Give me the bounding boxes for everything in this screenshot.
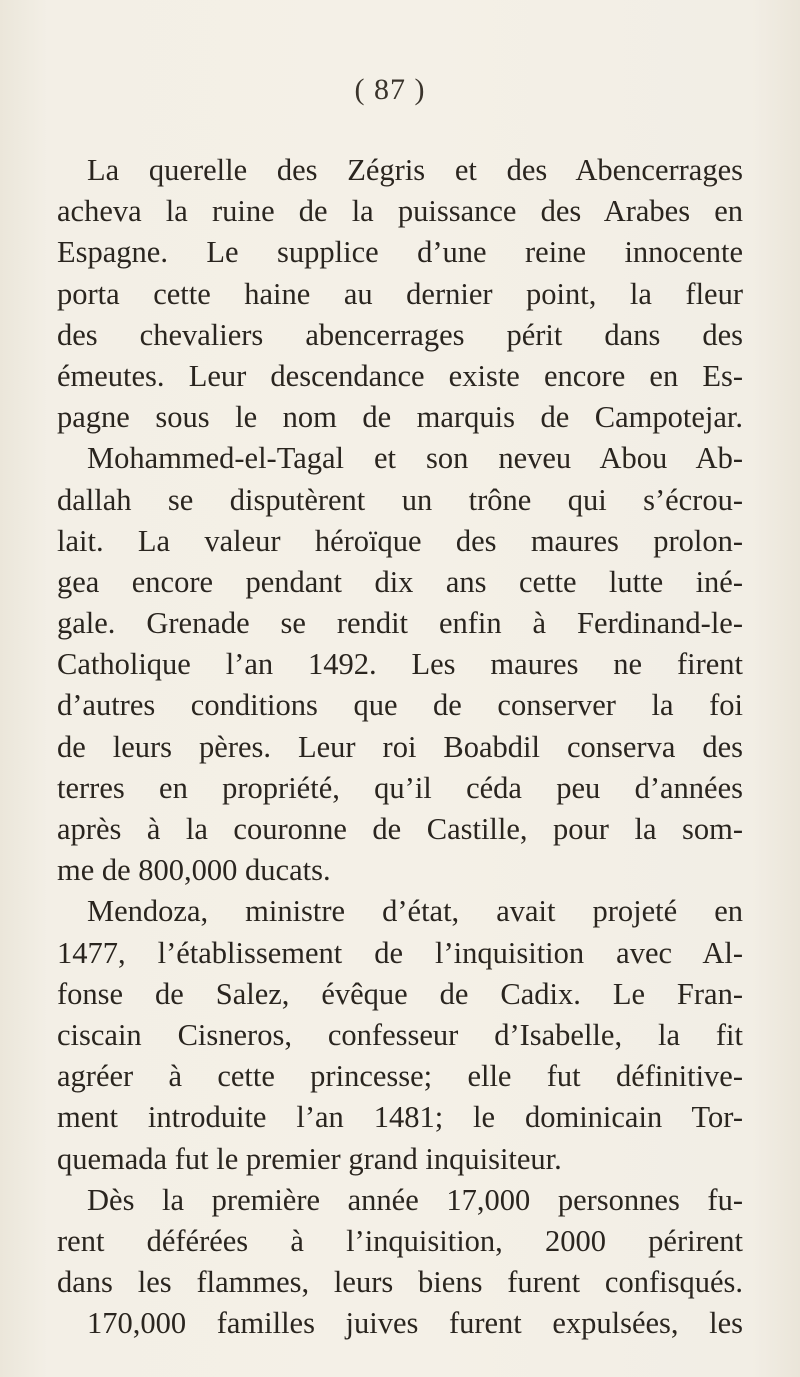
text-line: gale. Grenade se rendit enfin à Ferdinand-le-	[57, 606, 743, 641]
text-line: lait. La valeur héroïque des maures prolon-	[57, 523, 743, 558]
text-line: rent déférées à l’inquisition, 2000 périrent	[57, 1223, 743, 1258]
text-line: des chevaliers abencerrages périt dans des	[57, 317, 743, 352]
text-line: me de 800,000 ducats.	[57, 853, 331, 888]
text-line: Catholique l’an 1492. Les maures ne firent	[57, 647, 743, 682]
text-line: quemada fut le premier grand inquisiteur.	[57, 1141, 562, 1176]
text-line: d’autres conditions que de conserver la foi	[57, 688, 743, 723]
text-line: Espagne. Le supplice d’une reine innocente	[57, 235, 743, 270]
text-line: La querelle des Zégris et des Abencerrages	[87, 153, 743, 187]
text-line: dallah se disputèrent un trône qui s’écrou-	[57, 482, 743, 517]
text-line: ciscain Cisneros, confesseur d’Isabelle, la fit	[57, 1017, 743, 1052]
text-line: 1477, l’établissement de l’inquisition avec Al-	[57, 935, 743, 970]
text-line: pagne sous le nom de marquis de Campotejar.	[57, 400, 743, 435]
text-line: fonse de Salez, évêque de Cadix. Le Fran-	[57, 976, 743, 1011]
text-line: après à la couronne de Castille, pour la som-	[57, 812, 743, 846]
text-line: porta cette haine au dernier point, la fleur	[57, 276, 743, 311]
text-line: ment introduite l’an 1481; le dominicain Tor-	[57, 1100, 743, 1135]
text-line: terres en propriété, qu’il céda peu d’années	[57, 770, 743, 805]
text-line: Mendoza, ministre d’état, avait projeté en	[87, 894, 743, 929]
text-line: Mohammed-el-Tagal et son neveu Abou Ab-	[87, 441, 743, 476]
text-line: 170,000 familles juives furent expulsées, les	[87, 1306, 743, 1341]
text-line: gea encore pendant dix ans cette lutte iné-	[57, 564, 743, 599]
body-text	[57, 150, 743, 1344]
text-line: dans les flammes, leurs biens furent confisqués.	[57, 1265, 743, 1300]
text-line: acheva la ruine de la puissance des Arabes en	[57, 194, 743, 229]
text-line: émeutes. Leur descendance existe encore en Es-	[57, 358, 743, 393]
text-line: de leurs pères. Leur roi Boabdil conserva des	[57, 729, 743, 764]
page-number: ( 87 )	[354, 73, 426, 106]
text-line: agréer à cette princesse; elle fut définitive-	[57, 1059, 743, 1094]
text-line: Dès la première année 17,000 personnes fu-	[87, 1182, 743, 1217]
